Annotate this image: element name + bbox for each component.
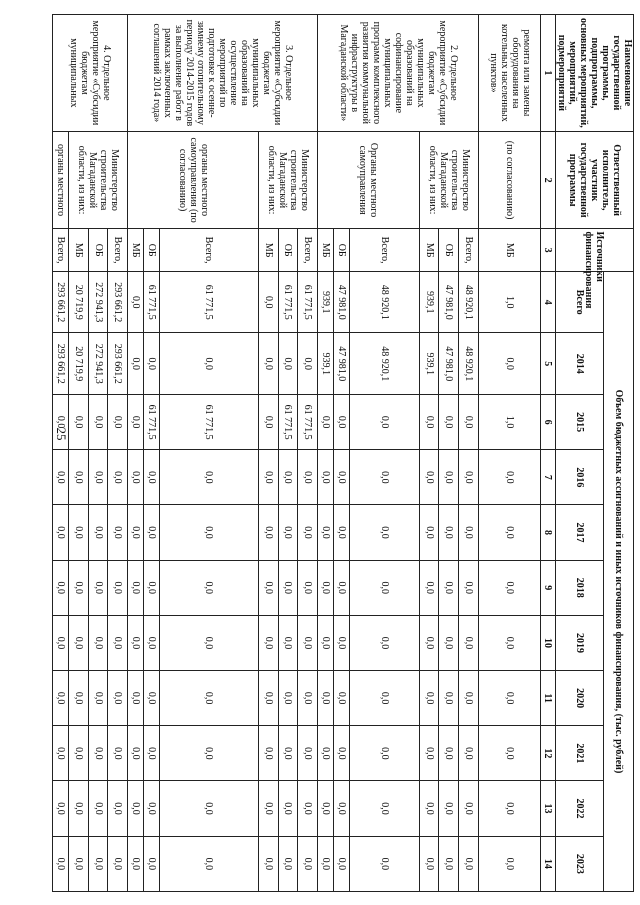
value-cell: 0,0 (479, 726, 541, 781)
value-cell: 61 771,5 (144, 271, 160, 333)
table-row (108, 15, 128, 892)
funding-source: МБ (68, 229, 88, 271)
value-cell: 0,0 (68, 671, 88, 726)
value-cell: 0,0 (278, 781, 298, 836)
value-cell: 0,0 (53, 450, 69, 505)
value-cell: 0,0 (159, 450, 258, 505)
value-cell: 0,0 (318, 450, 334, 505)
value-cell: 0,0 (258, 271, 278, 333)
value-cell: 47 981,0 (439, 333, 459, 395)
value-cell: 0,0 (128, 505, 144, 560)
value-cell: 0,0 (333, 615, 349, 670)
value-cell: 0,0 (144, 781, 160, 836)
value-cell: 0,0 (333, 395, 349, 450)
value-cell: 939,1 (318, 333, 334, 395)
value-cell: 47 981,0 (439, 271, 459, 333)
value-cell: 0,0 (159, 781, 258, 836)
value-cell: 0,0 (318, 836, 334, 891)
value-cell: 0,0 (479, 333, 541, 395)
value-cell: 0,0 (459, 836, 479, 891)
value-cell: 0,0 (53, 671, 69, 726)
value-cell: 0,0 (53, 505, 69, 560)
value-cell: 0,0 (258, 560, 278, 615)
value-cell: 0,0 (108, 615, 128, 670)
value-cell: 0,0 (128, 781, 144, 836)
column-number: 9 (541, 560, 556, 615)
funding-source: Всего, (298, 229, 318, 271)
value-cell: 0,0 (298, 505, 318, 560)
value-cell: 61 771,5 (278, 271, 298, 333)
value-cell: 0,0 (459, 505, 479, 560)
value-cell: 0,0 (258, 726, 278, 781)
value-cell: 0,0 (88, 726, 108, 781)
value-cell: 0,0 (53, 395, 69, 450)
value-cell: 0,0 (318, 726, 334, 781)
measure-name: 2. Отдельное мероприятие «Субсидии бюджетам муниципальных образований на софинансирование муниципальных программ комплексного развития коммунальной инфраструктуры в Магаданской области» (318, 15, 479, 132)
value-cell: 0,0 (459, 615, 479, 670)
page-number: 25 (54, 427, 69, 441)
funding-source: Всего, (108, 229, 128, 271)
value-cell: 0,0 (258, 505, 278, 560)
column-number: 4 (541, 271, 556, 333)
value-cell: 0,0 (108, 671, 128, 726)
value-cell: 0,0 (144, 450, 160, 505)
executor-local: Органы местного самоуправления (318, 131, 420, 229)
executor-local: органы местного (53, 131, 69, 229)
header-year: 2017 (556, 505, 604, 560)
value-cell: 0,0 (479, 671, 541, 726)
value-cell: 0,0 (144, 505, 160, 560)
value-cell: 0,0 (419, 615, 439, 670)
value-cell: 0,0 (318, 615, 334, 670)
measure-name: 4. Отдельное мероприятие «Субсидии бюджетам муниципальных (53, 15, 128, 132)
value-cell: 0,0 (88, 836, 108, 891)
value-cell: 0,0 (278, 450, 298, 505)
financing-table (52, 14, 634, 892)
table-row (53, 15, 69, 892)
value-cell: 0,0 (159, 333, 258, 395)
value-cell: 293 661,2 (53, 333, 69, 395)
value-cell: 0,0 (53, 781, 69, 836)
table-row (479, 15, 541, 892)
value-cell: 0,0 (68, 560, 88, 615)
header-year: 2015 (556, 395, 604, 450)
value-cell: 0,0 (108, 505, 128, 560)
value-cell: 0,0 (278, 726, 298, 781)
header-year: 2014 (556, 333, 604, 395)
column-number: 13 (541, 781, 556, 836)
value-cell: 0,0 (349, 560, 419, 615)
value-cell: 0,0 (439, 505, 459, 560)
value-cell: 0,0 (419, 836, 439, 891)
value-cell: 0,0 (53, 560, 69, 615)
executor: Министерство строительства Магаданской области, из них: (68, 131, 127, 229)
executor: Министерство строительства Магаданской области, из них: (419, 131, 478, 229)
value-cell: 0,0 (479, 450, 541, 505)
value-cell: 0,0 (88, 560, 108, 615)
column-number: 3 (541, 229, 556, 271)
value-cell: 0,0 (144, 671, 160, 726)
table-row (349, 15, 419, 892)
value-cell: 0,0 (459, 560, 479, 615)
value-cell: 0,0 (439, 836, 459, 891)
value-cell: 0,0 (439, 395, 459, 450)
value-cell: 0,0 (159, 615, 258, 670)
value-cell: 0,0 (298, 450, 318, 505)
column-number: 6 (541, 395, 556, 450)
header-year: 2020 (556, 671, 604, 726)
value-cell: 0,0 (128, 726, 144, 781)
table-row (298, 15, 318, 892)
header-year: 2018 (556, 560, 604, 615)
value-cell: 0,0 (318, 671, 334, 726)
header-name: Наименование государственной программы, подпрограммы, основных мероприятий, мероприятий, подмероприятий (556, 15, 634, 132)
funding-source: ОБ (278, 229, 298, 271)
header-year: 2022 (556, 781, 604, 836)
value-cell: 0,0 (108, 450, 128, 505)
header-total: Всего (556, 271, 604, 333)
funding-source: Всего, (159, 229, 258, 271)
value-cell: 0,0 (128, 395, 144, 450)
value-cell: 939,1 (419, 271, 439, 333)
value-cell: 0,0 (278, 671, 298, 726)
column-number: 11 (541, 671, 556, 726)
funding-source: ОБ (88, 229, 108, 271)
value-cell: 0,0 (333, 505, 349, 560)
value-cell: 0,0 (278, 333, 298, 395)
value-cell: 47 981,0 (333, 333, 349, 395)
value-cell: 0,0 (298, 836, 318, 891)
value-cell: 293 661,2 (53, 271, 69, 333)
header-volume: Объем бюджетных ассигнований и иных источников финансирования, (тыс. рублей) (604, 271, 634, 891)
value-cell: 0,0 (419, 781, 439, 836)
value-cell: 1,0 (479, 271, 541, 333)
value-cell: 0,0 (53, 615, 69, 670)
value-cell: 0,0 (333, 450, 349, 505)
value-cell: 0,0 (459, 450, 479, 505)
value-cell: 61 771,5 (298, 395, 318, 450)
value-cell: 0,0 (108, 395, 128, 450)
value-cell: 47 981,0 (333, 271, 349, 333)
value-cell: 0,0 (159, 671, 258, 726)
value-cell: 0,0 (258, 671, 278, 726)
value-cell: 0,0 (278, 560, 298, 615)
funding-source: Всего, (459, 229, 479, 271)
value-cell: 0,0 (128, 271, 144, 333)
value-cell: 0,0 (318, 505, 334, 560)
value-cell: 0,0 (128, 333, 144, 395)
value-cell: 0,0 (68, 726, 88, 781)
value-cell: 0,0 (419, 560, 439, 615)
column-numbers-row (541, 15, 556, 892)
value-cell: 0,0 (278, 505, 298, 560)
value-cell: 293 661,2 (108, 271, 128, 333)
value-cell: 0,0 (419, 726, 439, 781)
value-cell: 0,0 (333, 836, 349, 891)
value-cell: 0,0 (459, 781, 479, 836)
column-number: 2 (541, 131, 556, 229)
column-number: 5 (541, 333, 556, 395)
header-source: Источники финансирования (556, 229, 634, 271)
value-cell: 0,0 (159, 505, 258, 560)
value-cell: 0,0 (88, 615, 108, 670)
value-cell: 0,0 (298, 781, 318, 836)
value-cell: 0,0 (88, 781, 108, 836)
value-cell: 48 920,1 (349, 271, 419, 333)
value-cell: 0,0 (349, 450, 419, 505)
value-cell: 0,0 (144, 726, 160, 781)
value-cell: 0,0 (128, 560, 144, 615)
value-cell: 0,0 (258, 781, 278, 836)
value-cell: 61 771,5 (144, 395, 160, 450)
value-cell: 0,0 (68, 836, 88, 891)
value-cell: 0,0 (68, 781, 88, 836)
value-cell: 0,0 (439, 671, 459, 726)
funding-source: МБ (258, 229, 278, 271)
value-cell: 272 941,3 (88, 271, 108, 333)
value-cell: 0,0 (318, 395, 334, 450)
table-body (53, 15, 541, 892)
value-cell: 0,0 (144, 615, 160, 670)
value-cell: 0,0 (68, 450, 88, 505)
value-cell: 0,0 (333, 781, 349, 836)
value-cell: 0,0 (68, 615, 88, 670)
value-cell: 0,0 (459, 671, 479, 726)
header-year: 2019 (556, 615, 604, 670)
value-cell: 48 920,1 (349, 333, 419, 395)
value-cell: 0,0 (258, 836, 278, 891)
value-cell: 939,1 (318, 271, 334, 333)
value-cell: 0,0 (53, 836, 69, 891)
column-number: 7 (541, 450, 556, 505)
value-cell: 939,1 (419, 333, 439, 395)
value-cell: 20 719,9 (68, 333, 88, 395)
value-cell: 0,0 (349, 615, 419, 670)
value-cell: 0,0 (439, 450, 459, 505)
funding-source: МБ (479, 229, 541, 271)
value-cell: 48 920,1 (459, 271, 479, 333)
column-number: 10 (541, 615, 556, 670)
value-cell: 0,0 (333, 560, 349, 615)
value-cell: 0,0 (459, 726, 479, 781)
value-cell: 0,0 (108, 726, 128, 781)
value-cell: 0,0 (479, 836, 541, 891)
value-cell: 0,0 (258, 450, 278, 505)
value-cell: 0,0 (159, 836, 258, 891)
value-cell: 0,0 (144, 836, 160, 891)
value-cell: 272 941,3 (88, 333, 108, 395)
value-cell: 0,0 (419, 671, 439, 726)
executor: (по согласованию) (479, 131, 541, 229)
header-year: 2016 (556, 450, 604, 505)
column-number: 8 (541, 505, 556, 560)
value-cell: 0,0 (108, 836, 128, 891)
value-cell: 20 719,9 (68, 271, 88, 333)
header-year: 2023 (556, 836, 604, 891)
funding-source: МБ (318, 229, 334, 271)
value-cell: 0,0 (318, 781, 334, 836)
value-cell: 0,0 (128, 615, 144, 670)
value-cell: 0,0 (439, 781, 459, 836)
value-cell: 0,0 (68, 395, 88, 450)
value-cell: 0,0 (479, 781, 541, 836)
column-number: 12 (541, 726, 556, 781)
funding-source: Всего, (349, 229, 419, 271)
executor: Министерство строительства Магаданской области, из них: (258, 131, 317, 229)
table-row (459, 15, 479, 892)
value-cell: 0,0 (479, 505, 541, 560)
value-cell: 0,0 (349, 505, 419, 560)
column-number: 14 (541, 836, 556, 891)
value-cell: 61 771,5 (159, 395, 258, 450)
value-cell: 0,0 (298, 726, 318, 781)
value-cell: 0,0 (258, 333, 278, 395)
value-cell: 0,0 (349, 671, 419, 726)
funding-source: ОБ (439, 229, 459, 271)
value-cell: 0,0 (298, 671, 318, 726)
funding-source: ОБ (333, 229, 349, 271)
value-cell: 0,0 (419, 505, 439, 560)
value-cell: 48 920,1 (459, 333, 479, 395)
value-cell: 0,0 (459, 395, 479, 450)
value-cell: 0,0 (88, 395, 108, 450)
value-cell: 0,0 (53, 726, 69, 781)
funding-source: ОБ (144, 229, 160, 271)
header-executor: Ответственный исполнитель, участник государственной программы (556, 131, 634, 229)
value-cell: 0,0 (298, 333, 318, 395)
value-cell: 0,0 (333, 726, 349, 781)
value-cell: 61 771,5 (159, 271, 258, 333)
value-cell: 0,0 (349, 836, 419, 891)
value-cell: 0,0 (318, 560, 334, 615)
value-cell: 0,0 (349, 726, 419, 781)
value-cell: 1,0 (479, 395, 541, 450)
value-cell: 0,0 (479, 560, 541, 615)
value-cell: 61 771,5 (278, 395, 298, 450)
value-cell: 0,0 (439, 726, 459, 781)
value-cell: 0,0 (349, 781, 419, 836)
value-cell: 0,0 (278, 836, 298, 891)
value-cell: 0,0 (88, 671, 108, 726)
value-cell: 293 661,2 (108, 333, 128, 395)
value-cell: 0,0 (159, 560, 258, 615)
value-cell: 61 771,5 (298, 271, 318, 333)
value-cell: 0,0 (349, 395, 419, 450)
value-cell: 0,0 (298, 615, 318, 670)
table-row (159, 15, 258, 892)
header-year: 2021 (556, 726, 604, 781)
value-cell: 0,0 (298, 560, 318, 615)
value-cell: 0,0 (258, 395, 278, 450)
value-cell: 0,0 (439, 560, 459, 615)
funding-source: Всего, (53, 229, 69, 271)
value-cell: 0,0 (68, 505, 88, 560)
value-cell: 0,0 (419, 450, 439, 505)
value-cell: 0,0 (88, 450, 108, 505)
measure-name: 3. Отдельное мероприятие «Субсидии бюджетам муниципальных образований на осуществление мероприятий по подготовке к осенне-зимнему отопительному периоду 2014-2015 годов за выполнение работ в рамках заключенных соглашений 2014 года» (128, 15, 318, 132)
value-cell: 0,0 (108, 781, 128, 836)
value-cell: 0,0 (419, 395, 439, 450)
value-cell: 0,0 (128, 450, 144, 505)
value-cell: 0,0 (258, 615, 278, 670)
column-number: 1 (541, 15, 556, 132)
funding-source: МБ (419, 229, 439, 271)
value-cell: 0,0 (479, 615, 541, 670)
value-cell: 0,0 (128, 671, 144, 726)
value-cell: 0,0 (278, 615, 298, 670)
value-cell: 0,0 (144, 560, 160, 615)
value-cell: 0,0 (439, 615, 459, 670)
funding-source: МБ (128, 229, 144, 271)
measure-name: ремонта или замены оборудования на котельных населенных пунктов» (479, 15, 541, 132)
value-cell: 0,0 (88, 505, 108, 560)
value-cell: 0,0 (128, 836, 144, 891)
value-cell: 0,0 (144, 333, 160, 395)
executor-local: органы местного самоуправления (по согласованию) (128, 131, 259, 229)
value-cell: 0,0 (159, 726, 258, 781)
value-cell: 0,0 (108, 560, 128, 615)
value-cell: 0,0 (333, 671, 349, 726)
